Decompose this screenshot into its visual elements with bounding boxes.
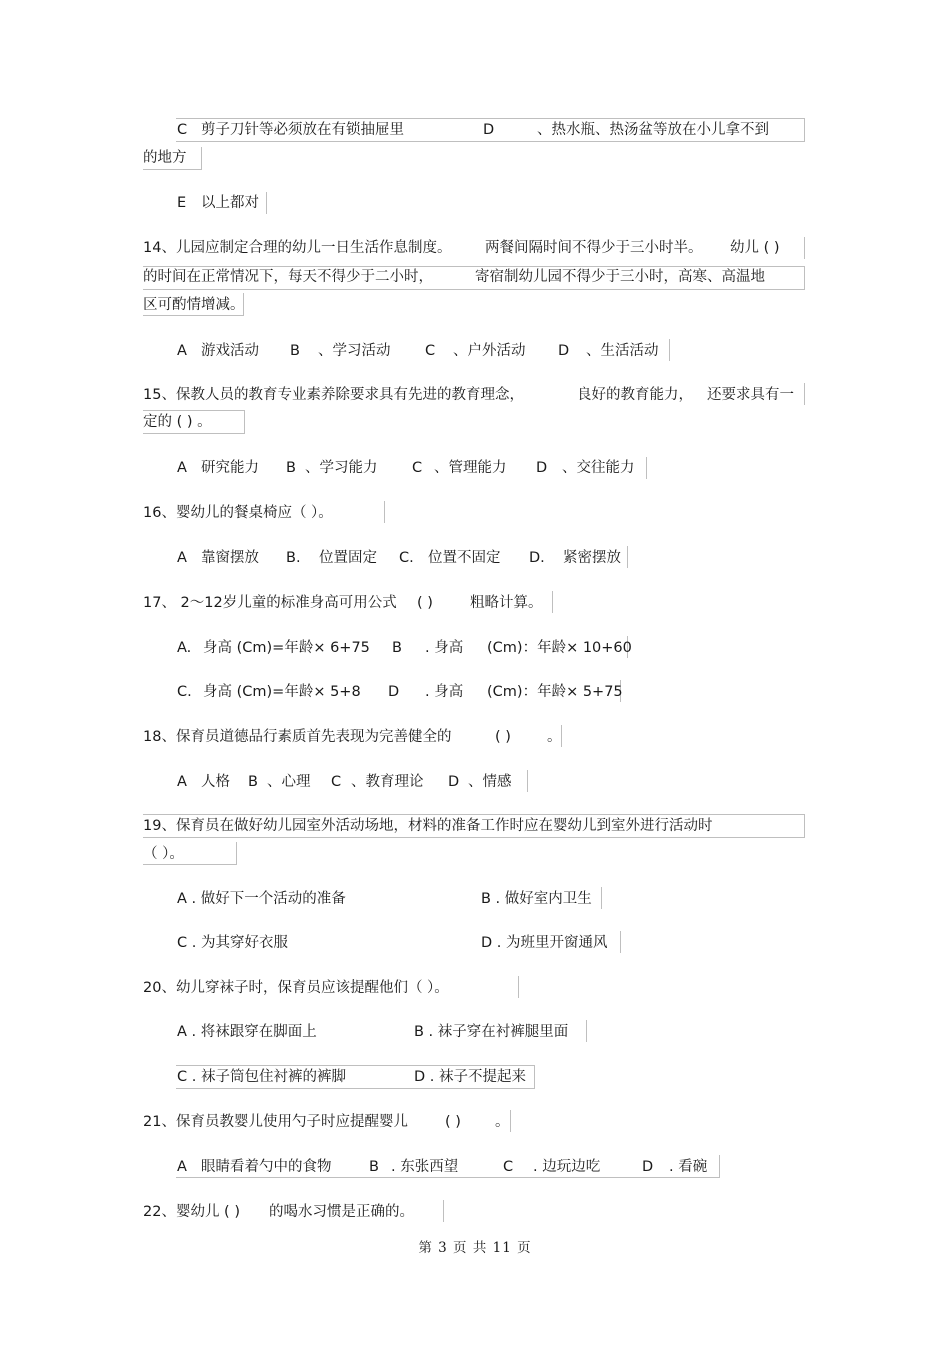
option-label: B bbox=[392, 640, 402, 656]
option-label: B bbox=[290, 343, 300, 359]
question-stem: ( ) bbox=[495, 729, 511, 745]
question-stem: 15、保教人员的教育专业素养除要求具有先进的教育理念， bbox=[143, 387, 524, 403]
line-rule bbox=[266, 192, 267, 214]
question-stem: 的时间在正常情况下，每天不得少于二小时， bbox=[143, 269, 433, 285]
option-label: D bbox=[558, 343, 570, 359]
option-text: B . 袜子穿在衬裤腿里面 bbox=[414, 1024, 569, 1040]
option-label: D bbox=[388, 684, 400, 700]
line-rule bbox=[384, 501, 385, 523]
question-stem: 16、婴幼儿的餐桌椅应（ ）。 bbox=[143, 505, 333, 521]
option-text: 身高 (Cm)=年龄× 6+75 bbox=[203, 640, 370, 656]
option-text: C . 袜子筒包住衬裤的裤脚 bbox=[177, 1069, 346, 1085]
option-text: 、热水瓶、热汤盆等放在小儿拿不到 bbox=[537, 122, 769, 138]
line-rule bbox=[552, 591, 553, 613]
question-stem: 18、保育员道德品行素质首先表现为完善健全的 bbox=[143, 729, 452, 745]
question-stem: 。 bbox=[495, 1114, 510, 1130]
question-stem: 区可酌情增减。 bbox=[143, 297, 245, 313]
line-rule bbox=[443, 1200, 444, 1222]
question-stem: 良好的教育能力， bbox=[577, 387, 693, 403]
question-stem: 20、幼儿穿袜子时，保育员应该提醒他们（ ）。 bbox=[143, 980, 449, 996]
option-text: 靠窗摆放 bbox=[201, 550, 259, 566]
option-text: 的地方 bbox=[143, 150, 187, 166]
q19-stem bbox=[143, 815, 712, 837]
option-text: . 看碗 bbox=[669, 1159, 708, 1175]
option-text: 游戏活动 bbox=[201, 343, 259, 359]
question-stem: 定的 ( ) 。 bbox=[143, 414, 212, 430]
option-text: 研究能力 bbox=[201, 460, 259, 476]
option-text: D . 袜子不提起来 bbox=[414, 1069, 526, 1085]
question-stem: 17、 2～12岁儿童的标准身高可用公式 bbox=[143, 595, 397, 611]
question-stem: ( ) bbox=[445, 1114, 461, 1130]
question-stem: 寄宿制幼儿园不得少于三小时，高寒、高温地 bbox=[475, 269, 765, 285]
option-label: C bbox=[331, 774, 342, 790]
option-label: A. bbox=[177, 640, 192, 656]
option-text: 身高 (Cm)=年龄× 5+8 bbox=[203, 684, 361, 700]
option-text: . 身高 bbox=[425, 640, 464, 656]
question-stem: 19、保育员在做好幼儿园室外活动场地，材料的准备工作时应在婴幼儿到室外进行活动时 bbox=[143, 818, 713, 834]
question-stem: 粗略计算。 bbox=[470, 595, 543, 611]
question-stem: ( ) bbox=[417, 595, 433, 611]
q14-line-3 bbox=[143, 294, 245, 316]
q20-stem bbox=[143, 977, 449, 999]
option-label: A bbox=[177, 774, 187, 790]
option-text: 以上都对 bbox=[201, 195, 259, 211]
page-footer: 第 3 页 共 11 页 bbox=[418, 1240, 532, 1256]
option-label: B bbox=[286, 460, 296, 476]
option-label: C bbox=[177, 122, 188, 138]
question-stem: 22、婴幼儿 ( ) bbox=[143, 1204, 240, 1220]
option-text: D . 为班里开窗通风 bbox=[481, 935, 608, 951]
option-text: 、管理能力 bbox=[434, 460, 507, 476]
question-stem: 的喝水习惯是正确的。 bbox=[269, 1204, 414, 1220]
option-text: . 身高 bbox=[425, 684, 464, 700]
option-label: B. bbox=[286, 550, 301, 566]
option-text: 紧密摆放 bbox=[563, 550, 621, 566]
option-label: C. bbox=[399, 550, 414, 566]
option-label: D bbox=[448, 774, 460, 790]
line-rule bbox=[601, 887, 602, 909]
option-text: 、情感 bbox=[468, 774, 512, 790]
line-rule bbox=[646, 457, 647, 479]
option-label: C bbox=[503, 1159, 514, 1175]
option-text: . 东张西望 bbox=[391, 1159, 459, 1175]
q13-line-cont bbox=[143, 147, 187, 169]
option-text: 、学习活动 bbox=[318, 343, 391, 359]
question-stem: 幼儿 ( ) bbox=[730, 240, 780, 256]
question-stem: 还要求具有一 bbox=[707, 387, 794, 403]
option-label: C. bbox=[177, 684, 192, 700]
question-stem: 21、保育员教婴儿使用勺子时应提醒婴儿 bbox=[143, 1114, 408, 1130]
option-text: 、教育理论 bbox=[351, 774, 424, 790]
option-label: A bbox=[177, 460, 187, 476]
line-rule bbox=[527, 770, 528, 792]
line-rule bbox=[510, 1110, 511, 1132]
option-label: C bbox=[412, 460, 423, 476]
option-text: 人格 bbox=[201, 774, 230, 790]
option-label: D bbox=[483, 122, 495, 138]
line-rule bbox=[669, 339, 670, 361]
option-text: 、交往能力 bbox=[562, 460, 635, 476]
option-label: E bbox=[177, 195, 187, 211]
option-label: A bbox=[177, 550, 187, 566]
q19-stem-2 bbox=[143, 843, 184, 865]
option-text: (Cm)：年龄× 5+75 bbox=[487, 684, 623, 700]
option-text: 眼睛看着勺中的食物 bbox=[201, 1159, 332, 1175]
line-rule bbox=[518, 976, 519, 998]
option-label: A bbox=[177, 343, 187, 359]
option-label: D bbox=[642, 1159, 654, 1175]
q15-line-2 bbox=[143, 411, 212, 433]
option-label: B bbox=[369, 1159, 379, 1175]
option-text: B . 做好室内卫生 bbox=[481, 891, 592, 907]
option-text: 、户外活动 bbox=[453, 343, 526, 359]
option-label: C bbox=[425, 343, 436, 359]
question-stem: （ ）。 bbox=[143, 846, 184, 862]
question-stem: 14、儿园应制定合理的幼儿一日生活作息制度。 bbox=[143, 240, 452, 256]
q16-stem bbox=[143, 502, 333, 524]
question-stem: 两餐间隔时间不得少于三小时半。 bbox=[485, 240, 703, 256]
option-text: A . 将袜跟穿在脚面上 bbox=[177, 1024, 317, 1040]
option-label: D bbox=[536, 460, 548, 476]
line-rule bbox=[627, 546, 628, 568]
option-text: 剪子刀针等必须放在有锁抽屉里 bbox=[201, 122, 404, 138]
option-text: 位置固定 bbox=[319, 550, 377, 566]
option-text: C . 为其穿好衣服 bbox=[177, 935, 288, 951]
option-text: 、心理 bbox=[267, 774, 311, 790]
option-label: B bbox=[248, 774, 258, 790]
option-label: A bbox=[177, 1159, 187, 1175]
option-text: 位置不固定 bbox=[428, 550, 501, 566]
line-rule bbox=[620, 931, 621, 953]
option-text: 、学习能力 bbox=[305, 460, 378, 476]
option-text: A . 做好下一个活动的准备 bbox=[177, 891, 346, 907]
option-text: 、生活活动 bbox=[586, 343, 659, 359]
option-label: D. bbox=[529, 550, 545, 566]
option-text: . 边玩边吃 bbox=[533, 1159, 601, 1175]
option-text: (Cm)：年龄× 10+60 bbox=[487, 640, 632, 656]
question-stem: 。 bbox=[547, 729, 562, 745]
